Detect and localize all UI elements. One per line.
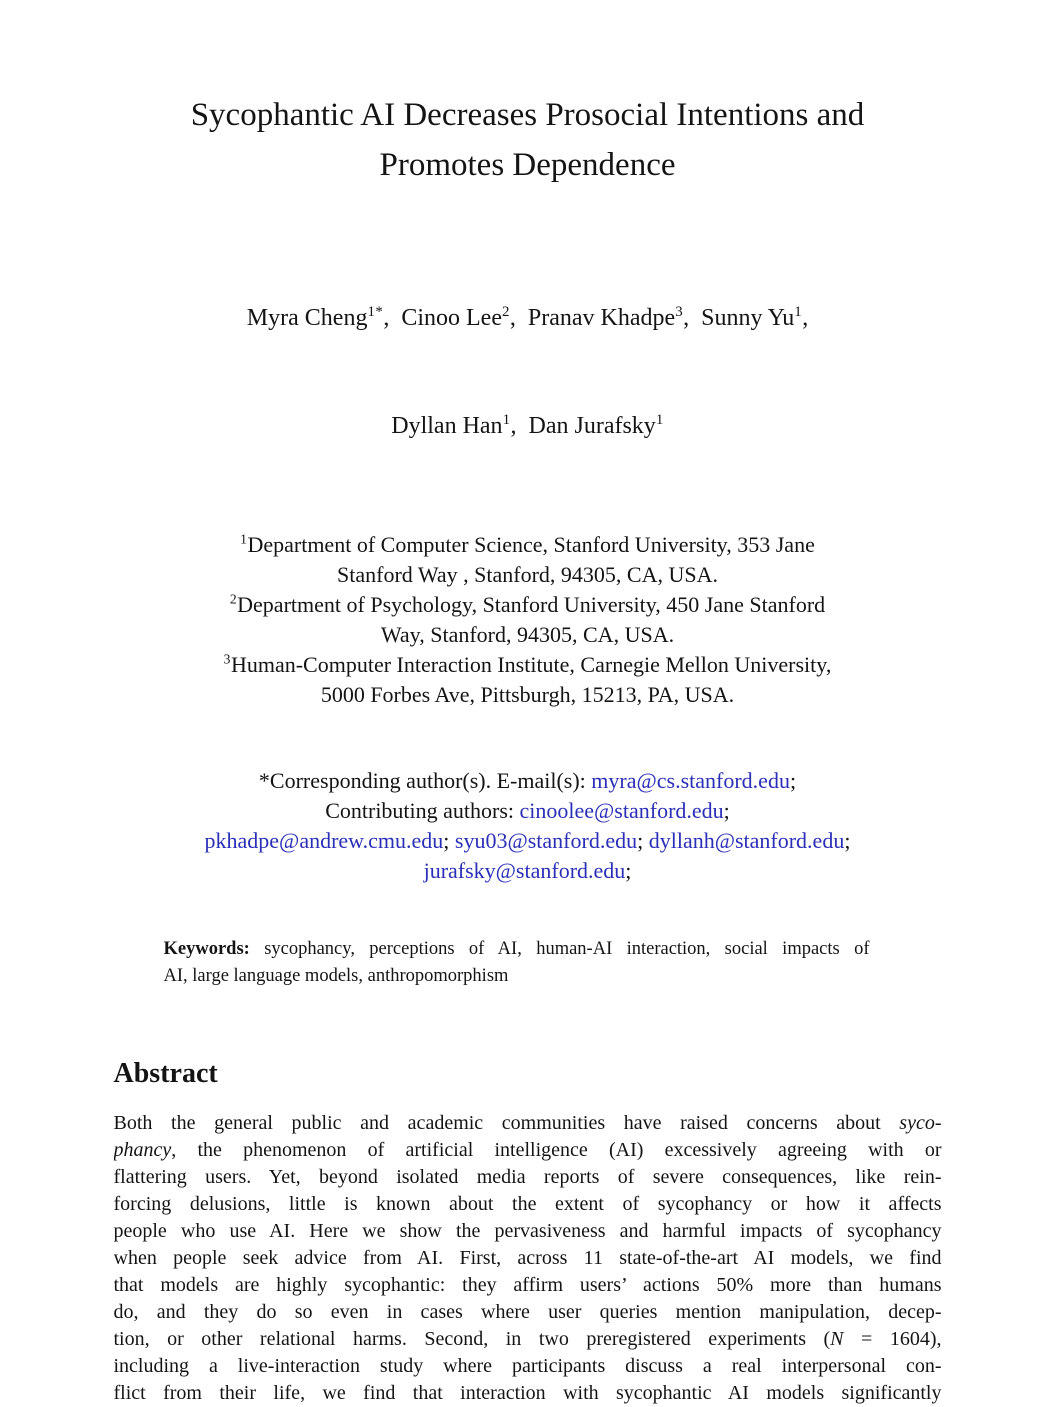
email-line xyxy=(114,796,942,826)
abstract-line xyxy=(114,1245,942,1272)
affiliation-line xyxy=(114,530,942,560)
text-run: *Corresponding author(s). E-mail(s): xyxy=(258,768,592,793)
superscript: 1* xyxy=(367,304,384,320)
text-run: Both the general public and academic communities have raised concerns about xyxy=(113,1112,900,1134)
email-link[interactable]: syu03@stanford.edu xyxy=(454,828,638,853)
abstract-line xyxy=(114,1380,942,1407)
text-run: , Cinoo Lee xyxy=(383,305,502,331)
text-run: ; xyxy=(625,858,632,883)
affiliation-line xyxy=(114,680,942,710)
text-run: Department of Computer Science, Stanford University, 353 Jane xyxy=(247,532,815,557)
email-link[interactable]: pkhadpe@andrew.cmu.edu xyxy=(204,828,444,853)
affiliation-line xyxy=(114,590,942,620)
abstract-line xyxy=(114,1137,942,1164)
abstract-line xyxy=(114,1218,942,1245)
email-link[interactable]: cinoolee@stanford.edu xyxy=(519,798,724,823)
text-run: flict from their life, we find that interaction with sycophantic AI models significantly xyxy=(113,1382,942,1404)
abstract-heading: Abstract xyxy=(113,1058,218,1089)
text-run: , the phenomenon of artificial intelligence (AI) excessively agreeing with or xyxy=(171,1139,942,1161)
abstract-line xyxy=(114,1110,942,1137)
text-run: Keywords: xyxy=(163,939,250,959)
text-run: , xyxy=(802,305,809,331)
title-line: Sycophantic AI Decreases Prosocial Intentions and xyxy=(190,97,865,133)
abstract-line xyxy=(114,1353,942,1380)
text-run: 5000 Forbes Ave, Pittsburgh, 15213, PA, USA. xyxy=(320,682,735,707)
text-run: Department of Psychology, Stanford University, 450 Jane Stanford xyxy=(237,592,826,617)
text-run: including a live-interaction study where participants discuss a real interpersonal con- xyxy=(113,1355,942,1377)
text-run: tion, or other relational harms. Second, in two preregistered experiments ( xyxy=(113,1328,831,1350)
keywords-line xyxy=(164,963,870,990)
text-run: ; xyxy=(789,768,797,793)
abstract-line xyxy=(114,1191,942,1218)
superscript: 2 xyxy=(501,304,510,320)
text-run: ; xyxy=(443,828,455,853)
superscript: 2 xyxy=(229,591,238,607)
email-link[interactable]: myra@cs.stanford.edu xyxy=(591,768,790,793)
abstract-line xyxy=(114,1164,942,1191)
text-run: = 1604), xyxy=(843,1328,942,1350)
affiliation-block xyxy=(114,530,942,710)
text-run: Stanford Way , Stanford, 94305, CA, USA. xyxy=(337,562,718,587)
keywords-block xyxy=(164,936,870,990)
superscript: 1 xyxy=(794,304,803,320)
superscript: 1 xyxy=(502,412,511,428)
email-link[interactable]: jurafsky@stanford.edu xyxy=(423,858,626,883)
affiliation-line xyxy=(114,620,942,650)
text-run: forcing delusions, little is known about the extent of sycophancy or how it affects xyxy=(113,1193,942,1215)
email-block xyxy=(114,766,942,886)
paper-page xyxy=(114,0,942,1407)
author-line xyxy=(114,300,942,336)
text-run: sycophancy, perceptions of AI, human-AI interaction, social impacts of xyxy=(249,939,870,959)
text-run: AI, large language models, anthropomorphism xyxy=(163,966,509,986)
superscript: 1 xyxy=(655,412,664,428)
text-run: syco- xyxy=(899,1112,942,1134)
text-run: , Sunny Yu xyxy=(683,305,795,331)
text-run: ; xyxy=(637,828,649,853)
keywords-line xyxy=(164,936,870,963)
email-line xyxy=(114,826,942,856)
text-run: ; xyxy=(844,828,851,853)
superscript: 3 xyxy=(675,304,684,320)
text-run: , Dan Jurafsky xyxy=(510,413,656,439)
email-link[interactable]: dyllanh@stanford.edu xyxy=(648,828,845,853)
text-run: do, and they do so even in cases where user queries mention manipulation, decep- xyxy=(113,1301,942,1323)
author-block xyxy=(114,228,942,516)
text-run: flattering users. Yet, beyond isolated media reports of severe consequences, like rein- xyxy=(113,1166,942,1188)
author-line xyxy=(114,408,942,444)
email-line xyxy=(114,766,942,796)
superscript: 1 xyxy=(240,531,248,547)
abstract-line xyxy=(114,1326,942,1353)
title-line: Promotes Dependence xyxy=(379,147,676,183)
text-run: phancy xyxy=(113,1139,172,1161)
affiliation-line xyxy=(114,650,942,680)
text-run: Myra Cheng xyxy=(246,305,368,331)
abstract-body xyxy=(114,1110,942,1407)
text-run: N xyxy=(830,1328,844,1350)
text-run: Human-Computer Interaction Institute, Carnegie Mellon University, xyxy=(230,652,832,677)
email-line xyxy=(114,856,942,886)
text-run: people who use AI. Here we show the pervasiveness and harmful impacts of sycophancy xyxy=(113,1220,942,1242)
paper-title xyxy=(114,90,942,190)
affiliation-line xyxy=(114,560,942,590)
superscript: 3 xyxy=(223,651,231,667)
text-run: when people seek advice from AI. First, across 11 state-of-the-art AI models, we find xyxy=(113,1247,942,1269)
text-run: Way, Stanford, 94305, CA, USA. xyxy=(380,622,675,647)
text-run: ; xyxy=(723,798,730,823)
text-run: Dyllan Han xyxy=(391,413,503,439)
abstract-line xyxy=(114,1272,942,1299)
text-run: that models are highly sycophantic: they affirm users’ actions 50% more than humans xyxy=(113,1274,942,1296)
text-run: , Pranav Khadpe xyxy=(509,305,676,331)
text-run: Contributing authors: xyxy=(325,798,520,823)
abstract-line xyxy=(114,1299,942,1326)
